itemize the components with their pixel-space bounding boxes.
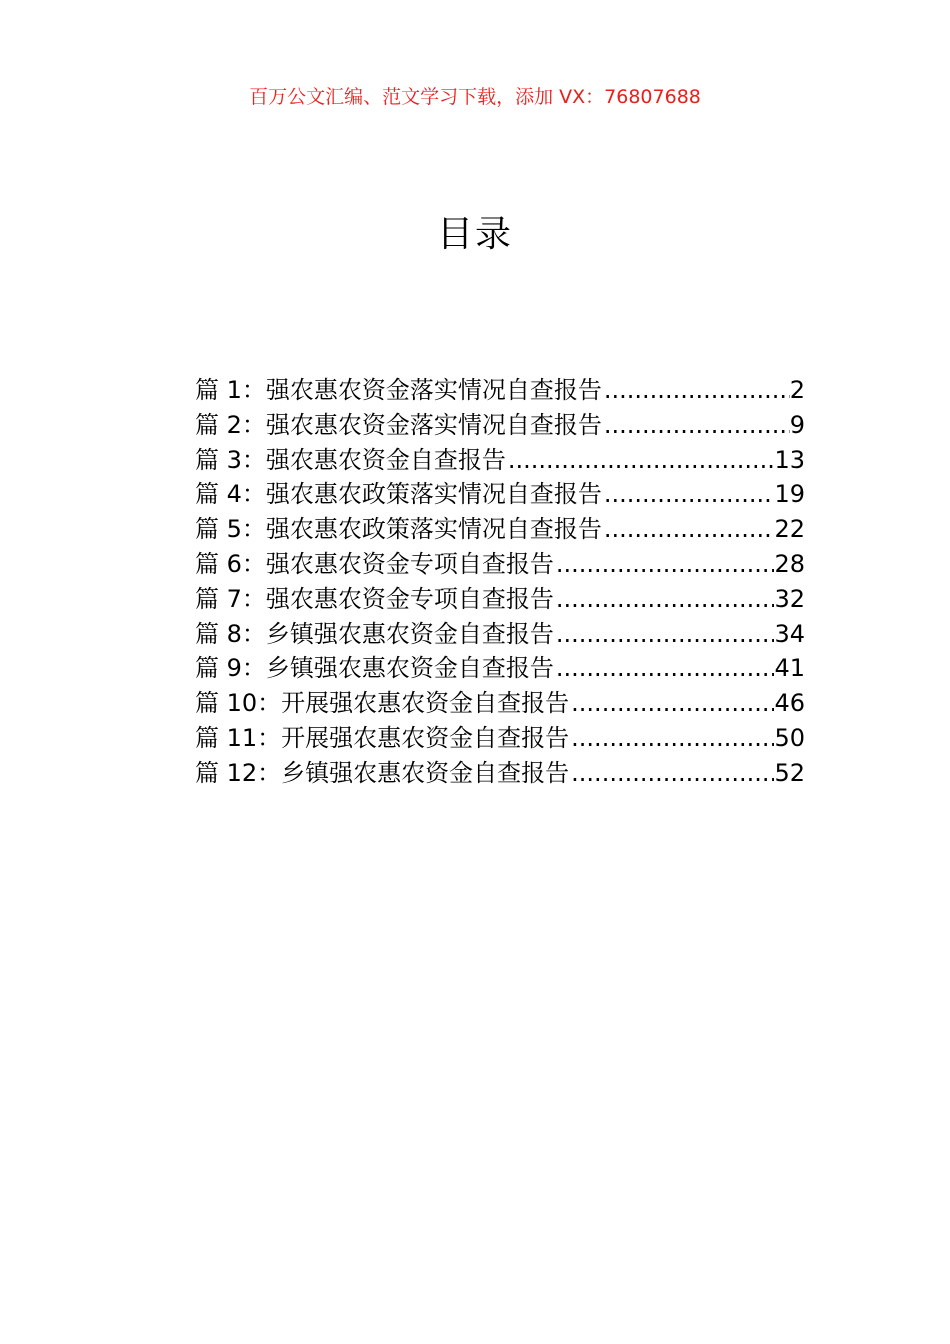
toc-entry[interactable] [195, 686, 805, 721]
toc-dot-leader [554, 651, 775, 686]
header-note: 百万公文汇编、范文学习下载，添加 VX：76807688 [249, 86, 701, 108]
toc-entry[interactable] [195, 617, 805, 652]
toc-entry[interactable] [195, 547, 805, 582]
toc-entry-title: 篇 9：乡镇强农惠农资金自查报告 [195, 654, 554, 683]
toc-dot-leader [602, 512, 775, 547]
toc-entry[interactable] [195, 443, 805, 478]
toc-page-number: 32 [774, 584, 805, 613]
toc-entry-title: 篇 5：强农惠农政策落实情况自查报告 [195, 515, 602, 544]
page-title: 目录 [436, 214, 513, 255]
toc-page-number: 41 [774, 654, 805, 683]
toc-entry[interactable] [195, 408, 805, 443]
toc-dot-leader [554, 617, 775, 652]
toc-entry[interactable] [195, 477, 805, 512]
toc-page-number: 19 [774, 480, 805, 509]
toc-dot-leader [602, 373, 790, 408]
toc-entry-title: 篇 11：开展强农惠农资金自查报告 [195, 723, 570, 752]
toc-page-number: 50 [774, 723, 805, 752]
toc-entry-title: 篇 6：强农惠农资金专项自查报告 [195, 549, 554, 578]
toc-page-number: 52 [774, 758, 805, 787]
toc-page-number: 13 [774, 445, 805, 474]
toc-dot-leader [569, 756, 774, 791]
toc-entry-title: 篇 12：乡镇强农惠农资金自查报告 [195, 758, 570, 787]
toc-entry-title: 篇 1：强农惠农资金落实情况自查报告 [195, 376, 602, 404]
toc-entry-title: 篇 10：开展强农惠农资金自查报告 [195, 689, 570, 718]
toc-dot-leader [602, 477, 775, 512]
toc-dot-leader [554, 582, 775, 617]
toc-page-number: 22 [774, 515, 805, 544]
toc-dot-leader [506, 443, 775, 478]
toc-dot-leader [569, 686, 774, 721]
toc-entry[interactable] [195, 756, 805, 791]
toc-page-number: 2 [789, 376, 805, 404]
toc-entry[interactable] [195, 373, 805, 408]
toc-entry[interactable] [195, 582, 805, 617]
toc-entry-title: 篇 3：强农惠农资金自查报告 [195, 445, 506, 474]
toc-entry-title: 篇 2：强农惠农资金落实情况自查报告 [195, 410, 602, 439]
toc-entry[interactable] [195, 721, 805, 756]
toc-page-number: 46 [774, 689, 805, 718]
toc-entry-title: 篇 8：乡镇强农惠农资金自查报告 [195, 619, 554, 648]
toc-entry-title: 篇 7：强农惠农资金专项自查报告 [195, 584, 554, 613]
toc-entry[interactable] [195, 512, 805, 547]
table-of-contents [195, 373, 805, 791]
toc-page-number: 28 [774, 549, 805, 578]
toc-dot-leader [602, 408, 790, 443]
toc-entry-title: 篇 4：强农惠农政策落实情况自查报告 [195, 480, 602, 509]
toc-page-number: 34 [774, 619, 805, 648]
toc-dot-leader [554, 547, 775, 582]
toc-page-number: 9 [789, 410, 805, 439]
toc-entry[interactable] [195, 651, 805, 686]
toc-dot-leader [569, 721, 774, 756]
